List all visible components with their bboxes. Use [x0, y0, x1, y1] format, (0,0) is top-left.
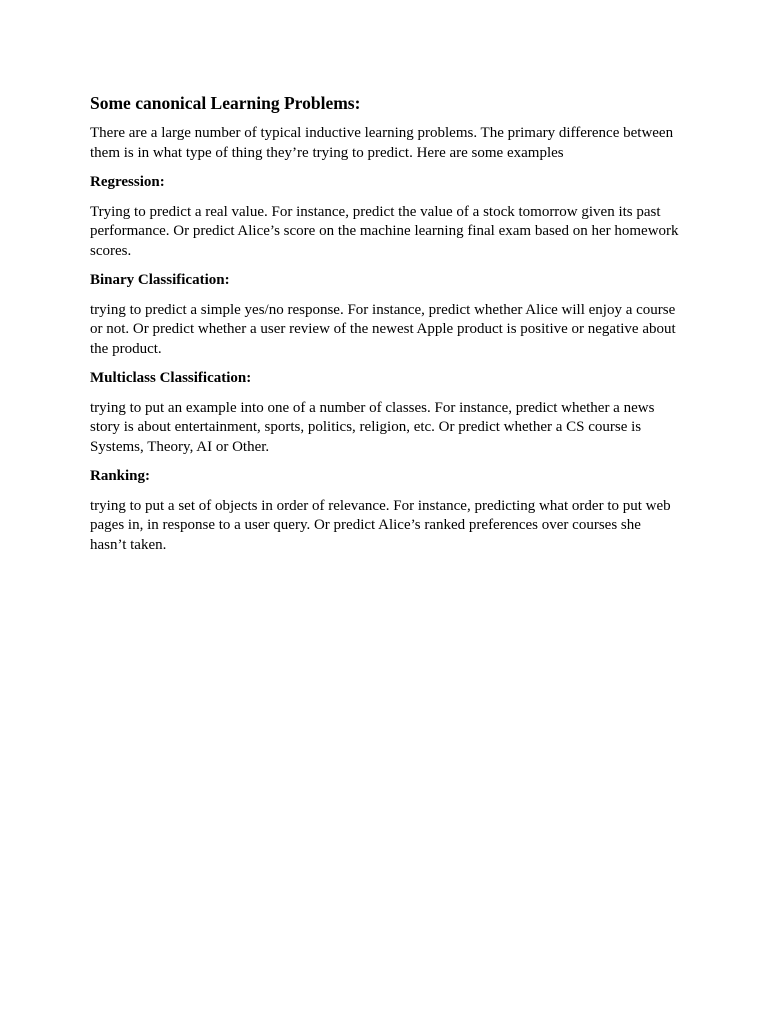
intro-paragraph: There are a large number of typical inductive learning problems. The primary difference between them is in what type of thing they’re trying to predict. Here are some examples: [90, 125, 674, 161]
section-heading: Regression:: [90, 174, 165, 190]
section-body: Trying to predict a real value. For instance, predict the value of a stock tomorrow given its past performance. Or predict Alice’s score on the machine learning final exam based on her homework scores.: [90, 203, 679, 259]
section-multiclass-classification: [90, 369, 680, 457]
document-title: Some canonical Learning Problems:: [90, 93, 361, 113]
section-regression: [90, 173, 680, 261]
section-heading: Binary Classification:: [90, 272, 230, 288]
section-heading: Multiclass Classification:: [90, 370, 252, 386]
section-body: trying to put a set of objects in order of relevance. For instance, predicting what order to put web pages in, in response to a user query. Or predict Alice’s ranked preferences over courses she hasn’t taken.: [90, 497, 671, 553]
section-body: trying to predict a simple yes/no response. For instance, predict whether Alice will enjoy a course or not. Or predict whether a user review of the newest Apple product is positive or negative about the product.: [90, 301, 676, 357]
document-page: [90, 92, 680, 565]
section-binary-classification: [90, 271, 680, 359]
section-body: trying to put an example into one of a number of classes. For instance, predict whether a news story is about entertainment, sports, politics, religion, etc. Or predict whether a CS course is Systems, Theory, AI or Other.: [90, 399, 655, 455]
section-heading: Ranking:: [90, 468, 151, 484]
section-ranking: [90, 467, 680, 555]
